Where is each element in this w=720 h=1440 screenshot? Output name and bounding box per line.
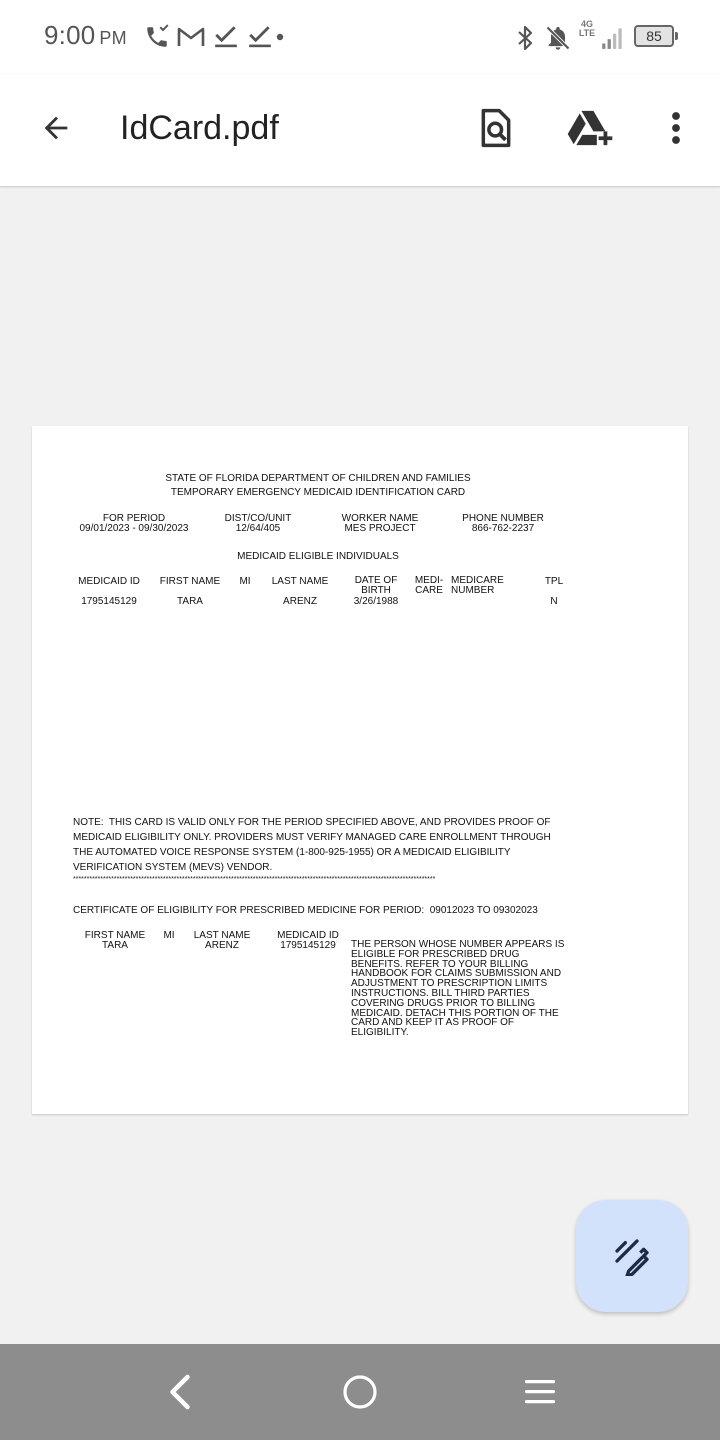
cert-header-first-name: FIRST NAME xyxy=(84,930,146,941)
nav-recents-button[interactable] xyxy=(510,1368,570,1416)
col-header-medicare: MEDI- CARE xyxy=(414,575,444,596)
pdf-page xyxy=(32,426,688,1114)
task-done-icon-2 xyxy=(247,24,273,50)
add-to-drive-icon xyxy=(566,107,614,149)
back-button[interactable] xyxy=(28,100,84,156)
cert-text-line: INSTRUCTIONS. BILL THIRD PARTIES xyxy=(351,987,530,999)
nav-back-button[interactable] xyxy=(150,1368,210,1416)
info-value-period: 09/01/2023 - 09/30/2023 xyxy=(79,523,189,534)
cell-last-name: ARENZ xyxy=(283,596,317,607)
more-notifications-dot-icon xyxy=(276,33,284,41)
info-value-phone: 866-762-2237 xyxy=(471,523,535,534)
system-nav-bar xyxy=(0,1344,720,1440)
status-time xyxy=(44,20,127,51)
note-line-1: NOTE: THIS CARD IS VALID ONLY FOR THE PERIOD SPECIFIED ABOVE, AND PROVIDES PROOF OF xyxy=(73,817,551,828)
cert-text-line: COVERING DRUGS PRIOR TO BILLING xyxy=(351,997,536,1009)
note-line-2: MEDICAID ELIGIBILITY ONLY. PROVIDERS MUST VERIFY MANAGED CARE ENROLLMENT THROUGH xyxy=(73,832,551,843)
status-time-ampm: PM xyxy=(99,28,127,48)
certificate-title: CERTIFICATE OF ELIGIBILITY FOR PRESCRIBED MEDICINE FOR PERIOD: 09012023 TO 09302023 xyxy=(73,905,538,916)
cell-medicaid-id: 1795145129 xyxy=(81,596,137,607)
cert-text-line: ELIGIBILITY. xyxy=(351,1027,409,1039)
cert-text-line: THE PERSON WHOSE NUMBER APPEARS IS xyxy=(351,939,565,950)
info-value-dist: 12/64/405 xyxy=(235,523,281,534)
col-header-medicaid-id: MEDICAID ID xyxy=(78,576,140,587)
cert-text-block xyxy=(351,940,581,1038)
note-line-3: THE AUTOMATED VOICE RESPONSE SYSTEM (1-800-925-1955) OR A MEDICAID ELIGIBILITY xyxy=(73,847,511,858)
annotate-fab-button[interactable] xyxy=(576,1200,688,1312)
nav-recents-icon xyxy=(523,1377,557,1407)
status-time-value: 9:00 xyxy=(44,20,96,50)
more-options-button[interactable] xyxy=(648,100,704,156)
info-label-worker: WORKER NAME xyxy=(341,513,419,524)
battery-level: 85 xyxy=(646,28,662,44)
page-title: IdCard.pdf xyxy=(120,109,279,147)
section-title: MEDICAID ELIGIBLE INDIVIDUALS xyxy=(237,551,399,562)
signal-icon xyxy=(600,24,626,50)
draw-pen-icon xyxy=(612,1236,652,1276)
cert-text-line: HANDBOOK FOR CLAIMS SUBMISSION AND xyxy=(351,968,562,980)
cert-header-last-name: LAST NAME xyxy=(193,930,251,941)
missed-call-icon xyxy=(144,24,170,50)
cert-cell-last-name: ARENZ xyxy=(205,940,239,951)
col-header-first-name: FIRST NAME xyxy=(159,576,221,587)
add-to-drive-button[interactable] xyxy=(562,100,618,156)
app-bar xyxy=(0,74,720,186)
cert-header-mi: MI xyxy=(163,930,175,941)
task-done-icon xyxy=(213,24,239,50)
separator-line: ************************************************************************************************************************************* xyxy=(73,876,436,883)
arrow-left-icon xyxy=(39,111,73,145)
note-line-4: VERIFICATION SYSTEM (MEVS) VENDOR. xyxy=(73,862,273,873)
col-header-last-name: LAST NAME xyxy=(271,576,329,587)
status-bar xyxy=(0,0,720,74)
document-header-line-2: TEMPORARY EMERGENCY MEDICAID IDENTIFICATION CARD xyxy=(170,487,466,498)
cert-text-line: ELIGIBLE FOR PRESCRIBED DRUG xyxy=(351,948,520,960)
bluetooth-icon xyxy=(514,24,536,52)
cell-tpl: N xyxy=(550,596,558,607)
notifications-off-icon xyxy=(544,24,572,52)
cert-cell-first-name: TARA xyxy=(102,940,128,951)
more-vert-icon xyxy=(670,110,682,146)
info-label-period: FOR PERIOD xyxy=(102,513,166,524)
cert-text-line: BENEFITS. REFER TO YOUR BILLING xyxy=(351,958,529,970)
info-label-phone: PHONE NUMBER xyxy=(462,513,544,524)
cell-first-name: TARA xyxy=(177,596,203,607)
gmail-icon xyxy=(177,24,205,50)
nav-home-button[interactable] xyxy=(330,1368,390,1416)
network-type: 4G LTE xyxy=(578,19,596,38)
cert-text-line: ADJUSTMENT TO PRESCRIPTION LIMITS xyxy=(351,978,548,990)
nav-home-icon xyxy=(342,1374,378,1410)
cert-text-line: CARD AND KEEP IT AS PROOF OF xyxy=(351,1017,515,1029)
info-value-worker: MES PROJECT xyxy=(344,523,416,534)
cert-header-medicaid-id: MEDICAID ID xyxy=(277,930,339,941)
battery-icon xyxy=(634,25,674,47)
nav-back-icon xyxy=(168,1374,192,1410)
col-header-dob: DATE OF BIRTH xyxy=(354,575,398,596)
cert-cell-medicaid-id: 1795145129 xyxy=(280,940,336,951)
cell-dob: 3/26/1988 xyxy=(353,596,399,607)
cert-text-line: MEDICAID. DETACH THIS PORTION OF THE xyxy=(351,1007,559,1019)
col-header-mi: MI xyxy=(239,576,251,587)
col-header-tpl: TPL xyxy=(544,576,564,587)
find-in-file-icon xyxy=(477,107,515,149)
document-header-line-1: STATE OF FLORIDA DEPARTMENT OF CHILDREN AND FAMILIES xyxy=(165,473,471,484)
find-in-document-button[interactable] xyxy=(468,100,524,156)
info-label-dist: DIST/CO/UNIT xyxy=(224,513,292,524)
col-header-medicare-number: MEDICARE NUMBER xyxy=(451,575,504,596)
